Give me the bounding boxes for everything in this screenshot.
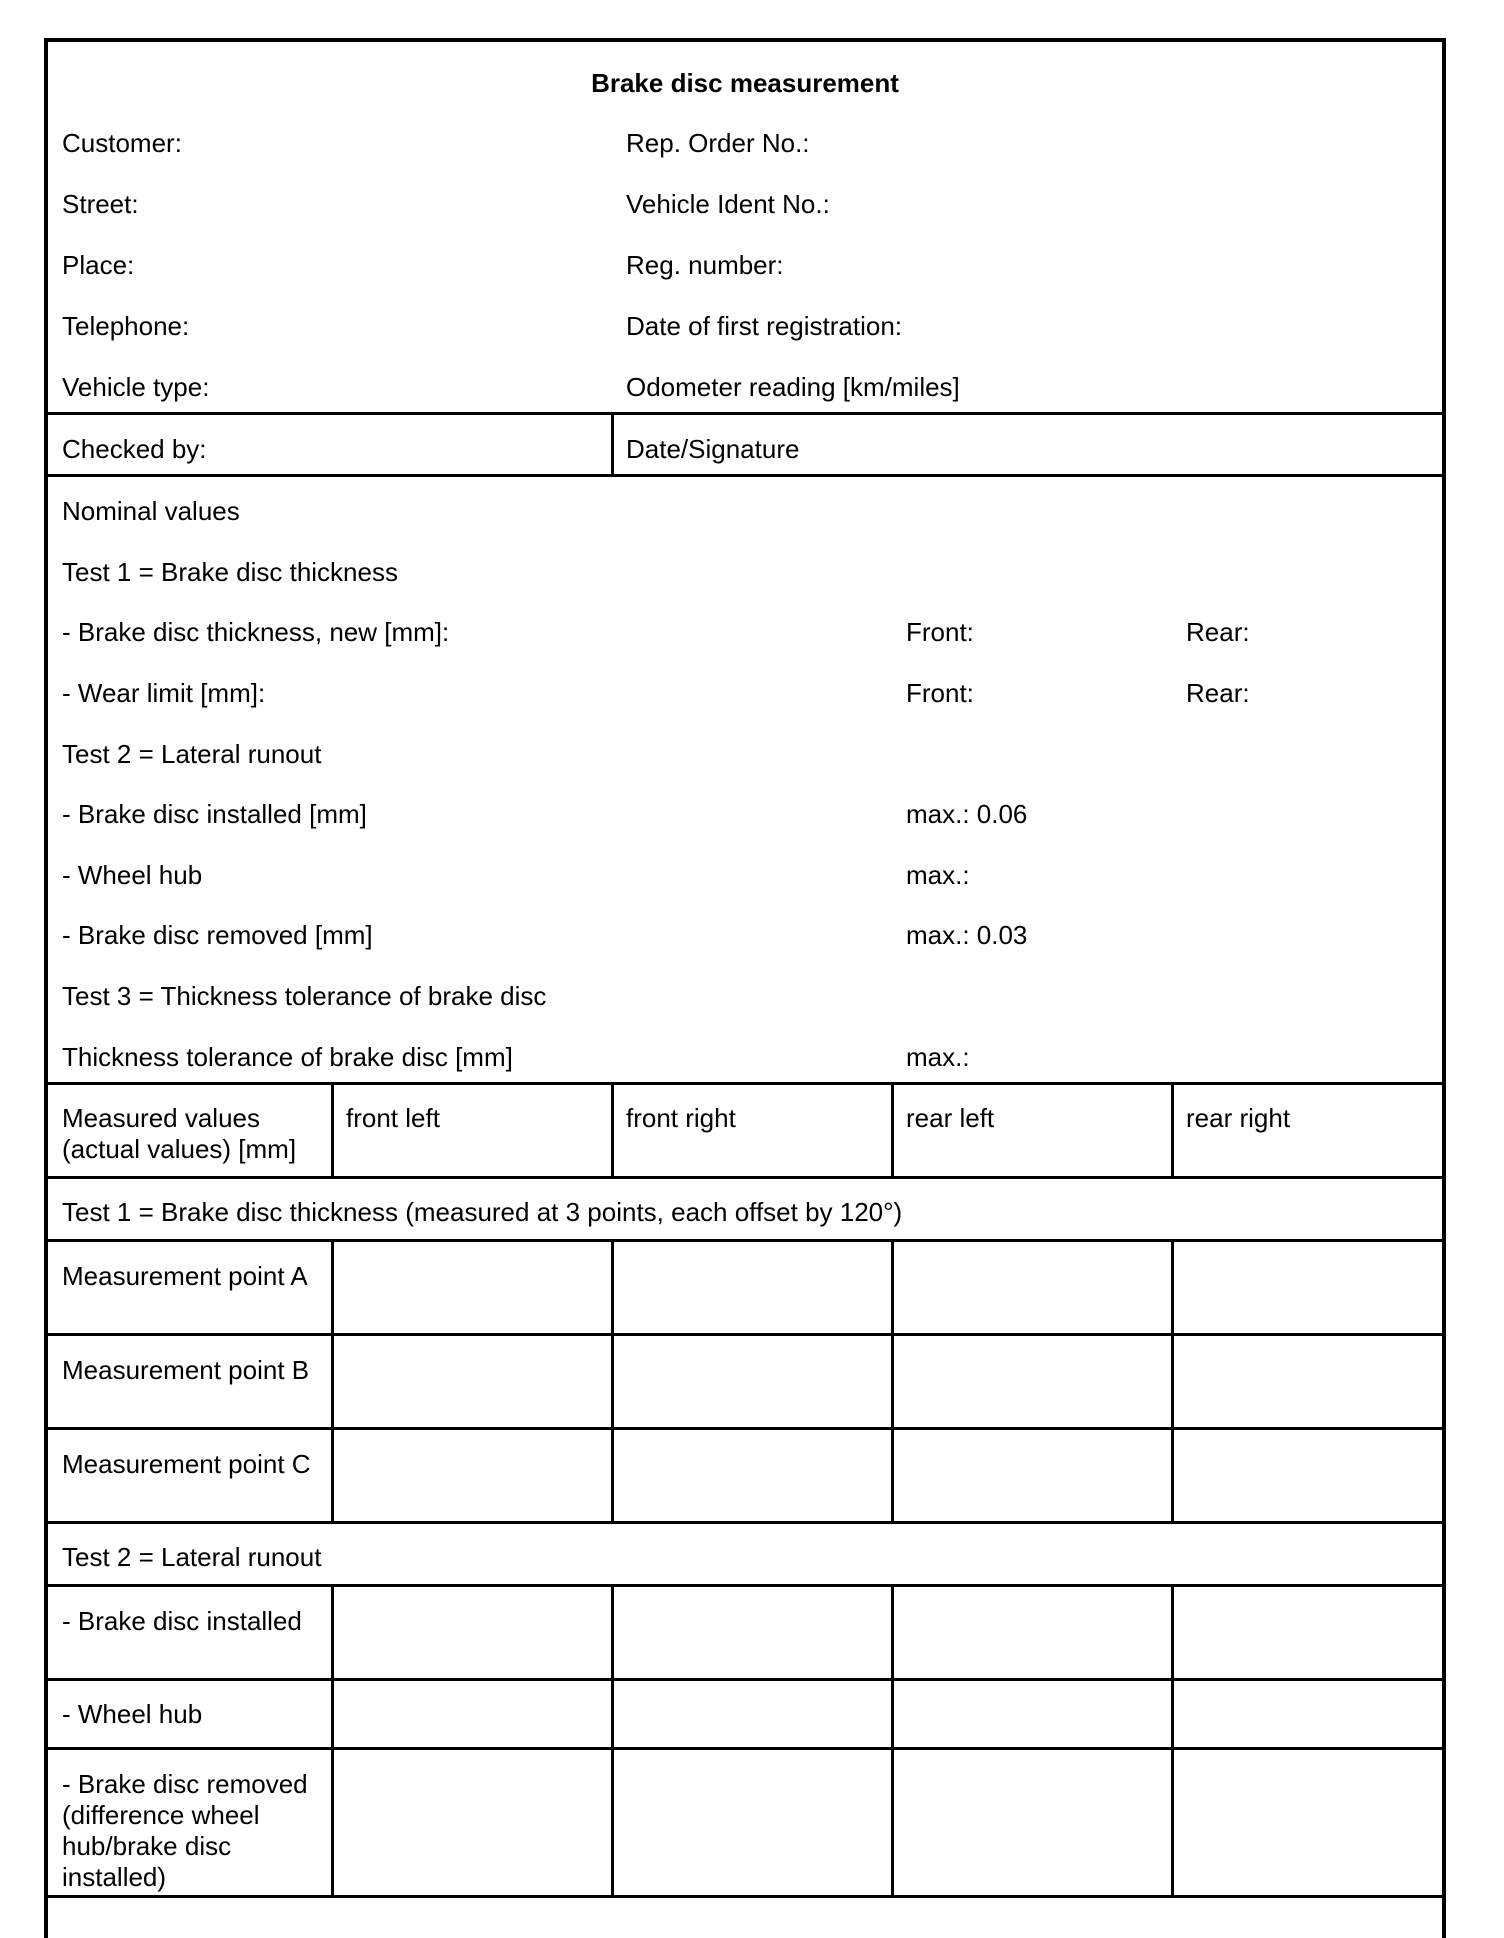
- thickness-new-label: - Brake disc thickness, new [mm]:: [62, 617, 450, 647]
- disc-installed-max: max.: 0.06: [906, 799, 1028, 829]
- place-label: Place:: [62, 250, 135, 280]
- divider-row-installed: [48, 1678, 1442, 1681]
- grid-col-1: [331, 1082, 334, 1176]
- wheel-hub-label: - Wheel hub: [62, 860, 203, 890]
- measurement-point-b: Measurement point B: [62, 1355, 310, 1385]
- nominal-heading: Nominal values: [62, 496, 240, 526]
- measured-header: Measured values (actual values) [mm]: [62, 1103, 297, 1164]
- thickness-new-rear-label: Rear:: [1186, 617, 1250, 647]
- grid-col-2-test2: [611, 1584, 614, 1895]
- column-front-right: front right: [626, 1103, 736, 1133]
- grid-col-4-test2: [1171, 1584, 1174, 1895]
- runout-disc-removed: - Brake disc removed (difference wheel hub/brake disc installed): [62, 1769, 308, 1892]
- checked-by-label: Checked by:: [62, 434, 207, 464]
- grid-col-1-test1: [331, 1239, 334, 1521]
- disc-removed-max: max.: 0.03: [906, 920, 1028, 950]
- divider-row-hub: [48, 1747, 1442, 1750]
- disc-removed-label: - Brake disc removed [mm]: [62, 920, 373, 950]
- measured-test2-heading: Test 2 = Lateral runout: [62, 1542, 322, 1572]
- nominal-test3-heading: Test 3 = Thickness tolerance of brake disc: [62, 981, 547, 1011]
- divider-nominal-bottom: [48, 1082, 1442, 1085]
- divider-header: [48, 412, 1442, 415]
- grid-col-1-test2: [331, 1584, 334, 1895]
- rep-order-label: Rep. Order No.:: [626, 128, 810, 158]
- divider-test1-heading: [48, 1239, 1442, 1242]
- disc-installed-label: - Brake disc installed [mm]: [62, 799, 367, 829]
- runout-wheel-hub: - Wheel hub: [62, 1699, 203, 1729]
- column-rear-left: rear left: [906, 1103, 995, 1133]
- column-front-left: front left: [346, 1103, 440, 1133]
- wheel-hub-max: max.:: [906, 860, 970, 890]
- divider-row-c: [48, 1521, 1442, 1524]
- grid-col-2-test1: [611, 1239, 614, 1521]
- divider-test2-heading: [48, 1584, 1442, 1587]
- wear-limit-front-label: Front:: [906, 678, 974, 708]
- runout-disc-installed: - Brake disc installed: [62, 1606, 302, 1636]
- customer-label: Customer:: [62, 128, 182, 158]
- brake-disc-measurement-form: [44, 38, 1446, 1938]
- divider-checked: [611, 412, 614, 474]
- street-label: Street:: [62, 189, 139, 219]
- column-rear-right: rear right: [1186, 1103, 1291, 1133]
- divider-row-removed: [48, 1895, 1442, 1898]
- form-title: Brake disc measurement: [591, 68, 899, 98]
- divider-row-a: [48, 1333, 1442, 1336]
- nominal-test2-heading: Test 2 = Lateral runout: [62, 739, 322, 769]
- grid-col-3-test2: [891, 1584, 894, 1895]
- wear-limit-rear-label: Rear:: [1186, 678, 1250, 708]
- vehicle-type-label: Vehicle type:: [62, 372, 210, 402]
- measurement-point-a: Measurement point A: [62, 1261, 308, 1291]
- odometer-label: Odometer reading [km/miles]: [626, 372, 960, 402]
- measured-test1-heading: Test 1 = Brake disc thickness (measured at 3 points, each offset by 120°): [62, 1197, 903, 1227]
- measurement-point-c: Measurement point C: [62, 1449, 311, 1479]
- grid-col-4-test1: [1171, 1239, 1174, 1521]
- first-registration-label: Date of first registration:: [626, 311, 902, 341]
- reg-number-label: Reg. number:: [626, 250, 784, 280]
- divider-checked-bottom: [48, 474, 1442, 477]
- thickness-new-front-label: Front:: [906, 617, 974, 647]
- grid-col-3-test1: [891, 1239, 894, 1521]
- grid-col-2: [611, 1082, 614, 1176]
- thickness-tolerance-label: Thickness tolerance of brake disc [mm]: [62, 1042, 513, 1072]
- divider-row-b: [48, 1427, 1442, 1430]
- thickness-tolerance-max: max.:: [906, 1042, 970, 1072]
- wear-limit-label: - Wear limit [mm]:: [62, 678, 266, 708]
- divider-measured-header: [48, 1176, 1442, 1179]
- grid-col-3: [891, 1082, 894, 1176]
- telephone-label: Telephone:: [62, 311, 190, 341]
- date-signature-label: Date/Signature: [626, 434, 800, 464]
- vehicle-ident-label: Vehicle Ident No.:: [626, 189, 830, 219]
- nominal-test1-heading: Test 1 = Brake disc thickness: [62, 557, 398, 587]
- grid-col-4: [1171, 1082, 1174, 1176]
